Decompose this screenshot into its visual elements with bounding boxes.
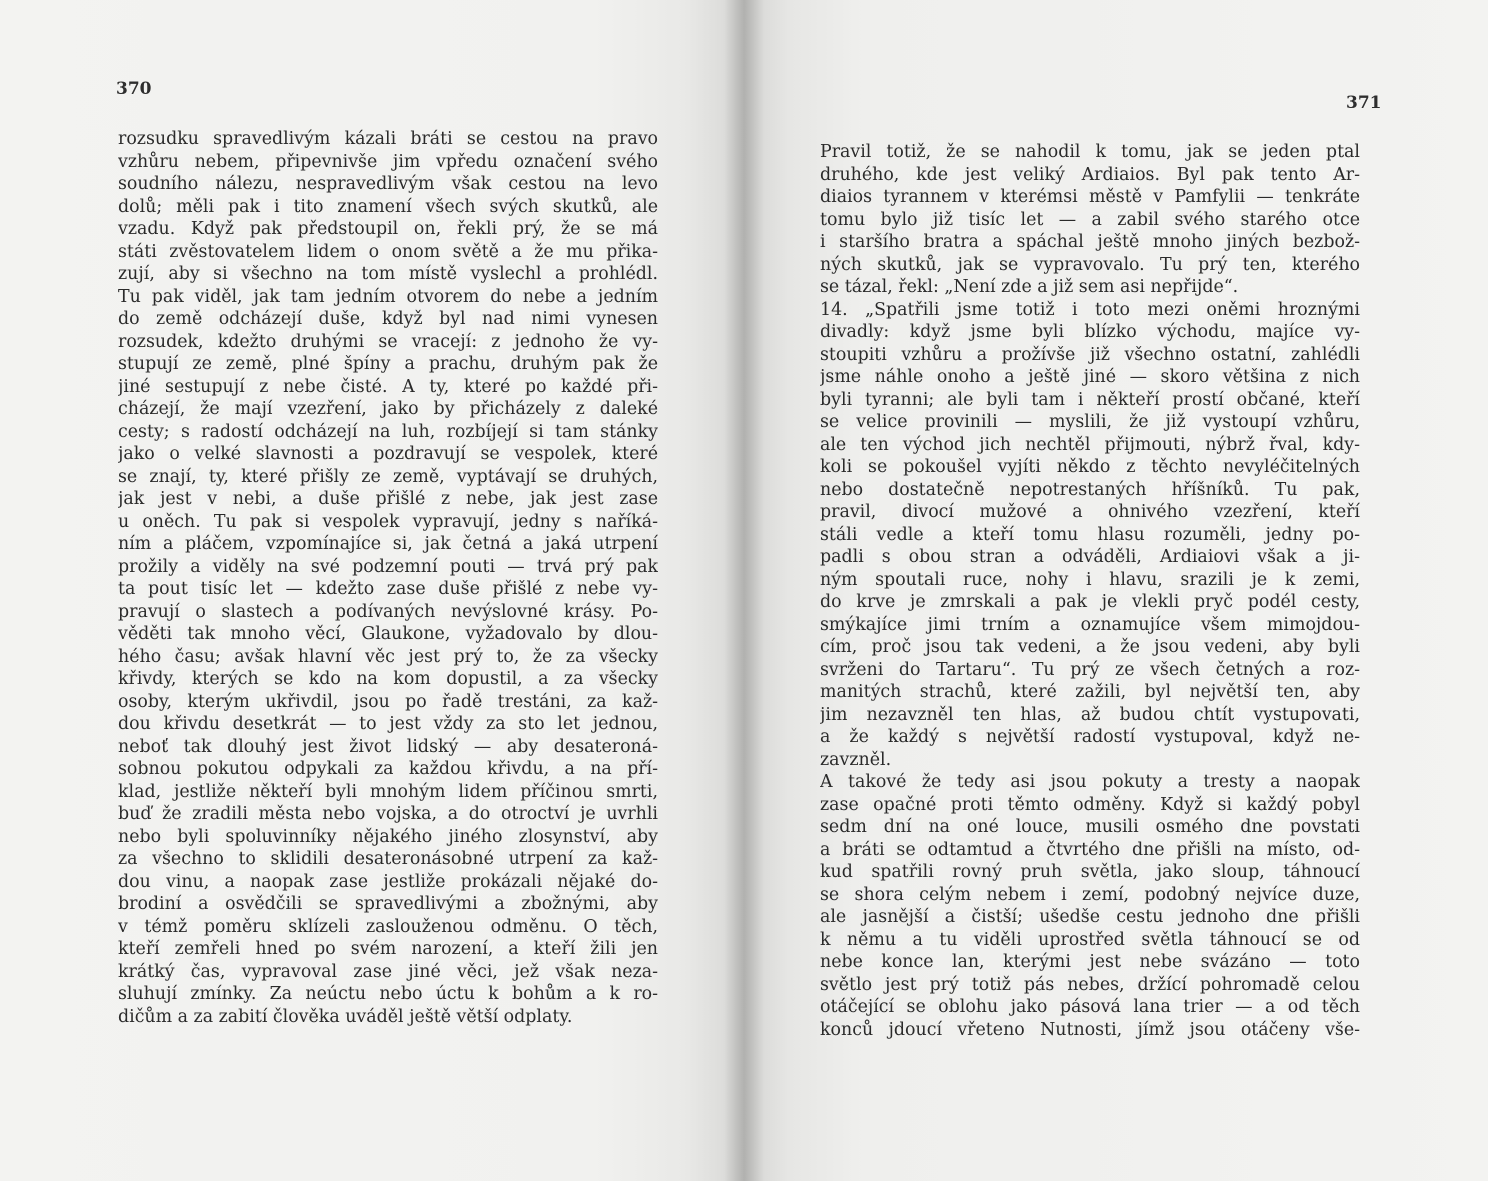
text-line: 14. „Spatřili jsme totiž i toto mezi oněmi hroznými [820, 299, 1360, 320]
text-line: jako o velké slavnosti a pozdravují se vespolek, které [118, 444, 658, 464]
text-line: cím, proč jsou tak vedeni, a že jsou vedeni, aby byli [820, 637, 1360, 657]
left-page-number: 370 [116, 79, 152, 99]
text-line: koli se pokoušel vyjíti někdo z těchto nevyléčitelných [820, 457, 1360, 477]
text-line: tomu bylo již tisíc let — a zabil svého starého otce [820, 209, 1360, 230]
text-line: kud spatřili rovný pruh světla, jako sloup, táhnoucí [820, 862, 1360, 882]
text-line: dou vinu, a naopak zase jestliže prokázali nějaké do- [118, 871, 658, 892]
right-page-number: 371 [1346, 93, 1382, 113]
text-line: A takové že tedy asi jsou pokuty a tresty a naopak [820, 772, 1360, 792]
text-line: dičům a za zabití člověka uváděl ještě větší odplaty. [118, 1006, 573, 1027]
text-line: pravil, divocí mužové a ohnivého vzezření, kteří [820, 502, 1360, 522]
left-page-text [118, 128, 658, 1028]
text-line: druhého, kde jest veliký Ardiaios. Byl pak tento Ar- [820, 164, 1360, 185]
text-line: otáčející se oblohu jako pásová lana trier — a od těch [820, 997, 1360, 1017]
text-line: jiné sestupují z nebe čisté. A ty, které po každé při- [118, 376, 658, 397]
text-line: padli s obou stran a odváděli, Ardiaiovi však a ji- [820, 547, 1360, 567]
text-line: ta pout tisíc let — kdežto zase duše přišlé z nebe vy- [118, 579, 658, 599]
text-line: zase opačné proti těmto odměny. Když si každý pobyl [820, 794, 1360, 815]
text-line: Pravil totiž, že se nahodil k tomu, jak se jeden ptal [820, 142, 1360, 162]
text-line: věděti tak mnoho věcí, Glaukone, vyžadovalo by dlou- [118, 624, 658, 644]
text-line: za všechno to sklidili desateronásobné utrpení za kaž- [118, 849, 658, 869]
text-line: sedm dní na oné louce, musili osmého dne povstati [820, 817, 1360, 837]
text-line: se velice provinili — myslili, že již vystoupí vzhůru, [820, 412, 1360, 432]
text-line: nebo byli spoluvinníky nějakého jiného zlosynství, aby [118, 826, 658, 847]
text-line: krátký čas, vypravoval zase jiné věci, jež však neza- [118, 961, 658, 982]
text-line: byli tyranni; ale byli tam i někteří prostí občané, kteří [820, 389, 1360, 410]
text-line: státi zvěstovatelem lidem o onom světě a že mu přika- [118, 241, 658, 262]
text-line: i staršího bratra a spáchal ještě mnoho jiných bezbož- [820, 232, 1360, 252]
text-line: neboť tak dlouhý jest život lidský — aby desateroná- [118, 736, 658, 757]
text-line: Tu pak viděl, jak tam jedním otvorem do nebe a jedním [118, 286, 658, 307]
text-line: hého času; avšak hlavní věc jest prý to, že za všecky [118, 646, 658, 667]
text-line: konců jdoucí vřeteno Nutnosti, jímž jsou otáčeny vše- [820, 1019, 1360, 1040]
text-line: divadly: když jsme byli blízko východu, majíce vy- [820, 322, 1360, 342]
text-line: nebo dostatečně nepotrestaných hříšníků. Tu pak, [820, 479, 1360, 500]
text-line: k němu a tu viděli uprostřed světla táhnoucí se od [820, 929, 1360, 950]
text-line: rozsudku spravedlivým kázali bráti se cestou na pravo [118, 129, 658, 149]
text-line: pravují o slastech a podívaných nevýslovné krásy. Po- [118, 601, 658, 622]
text-line: osoby, kterým ukřivdil, jsou po řadě trestáni, za kaž- [118, 691, 658, 712]
text-line: jim nezavzněl ten hlas, až budou chtít vystupovati, [820, 704, 1360, 725]
text-line: smýkajíce jimi trním a oznamujíce všem mimojdou- [820, 614, 1360, 635]
text-line: do krve je zmrskali a pak je vlekli pryč podél cesty, [820, 592, 1360, 612]
text-line: jsme náhle onoho a ještě jiné — skoro většina z nich [820, 367, 1360, 387]
text-line: jak jest v nebi, a duše přišlé z nebe, jak jest zase [118, 489, 658, 509]
text-line: svrženi do Tartaru“. Tu prý ze všech četných a roz- [820, 659, 1360, 680]
text-line: soudního nálezu, nespravedlivým však cestou na levo [118, 174, 658, 194]
book-gutter [724, 0, 764, 1181]
text-line: sluhují zmínky. Za neúctu nebo úctu k bohům a k ro- [118, 984, 658, 1004]
text-line: v témž poměru sklízeli zaslouženou odměnu. O těch, [118, 916, 658, 937]
right-page [744, 0, 1488, 1181]
text-line: stáli vedle a kteří tomu hlasu rozuměli, jedny po- [820, 524, 1360, 545]
text-line: klad, jestliže někteří byli mnohým lidem příčinou smrti, [118, 781, 658, 802]
text-line: dolů; měli pak i tito znamení všech svých skutků, ale [118, 196, 658, 217]
text-line: dou křivdu desetkrát — to jest vždy za sto let jednou, [118, 714, 658, 734]
text-line: do země odcházejí duše, když byl nad nimi vynesen [118, 309, 658, 329]
text-line: u oněch. Tu pak si vespolek vypravují, jedny s naříká- [118, 511, 658, 532]
text-line: prožily a viděly na své podzemní pouti — trvá prý pak [118, 556, 658, 577]
text-line: cházejí, že mají vzezření, jako by přicházely z daleké [118, 399, 658, 419]
text-line: stoupiti vzhůru a prožívše již všechno ostatní, zahlédli [820, 344, 1360, 365]
text-line: diaios tyrannem v kterémsi městě v Pamfylii — tenkráte [820, 187, 1360, 207]
text-line: cesty; s radostí odcházejí na luh, rozbíjejí si tam stánky [118, 421, 658, 442]
text-line: ných skutků, jak se vypravovalo. Tu prý ten, kterého [820, 254, 1360, 275]
text-line: sobnou pokutou odpykali za každou křivdu, a na pří- [118, 759, 658, 779]
text-line: kteří zemřeli hned po svém narození, a kteří žili jen [118, 939, 658, 959]
text-line: buď že zradili města nebo vojska, a do otroctví je uvrhli [118, 804, 658, 824]
text-line: nebe konce lan, kterými jest nebe svázáno — toto [820, 952, 1360, 972]
text-line: křivdy, kterých se kdo na kom dopustil, a za všecky [118, 669, 658, 689]
text-line: rozsudek, kdežto druhými se vracejí: z jednoho že vy- [118, 331, 658, 352]
text-line: se shora celým nebem i zemí, podobný nejvíce duze, [820, 884, 1360, 905]
text-line: stupují ze země, plné špíny a prachu, druhým pak že [118, 354, 658, 374]
text-line: světlo jest prý totiž pás nebes, držící pohromadě celou [820, 974, 1360, 995]
text-line: se tázal, řekl: „Není zde a již sem asi nepřijde“. [820, 277, 1239, 297]
text-line: zují, aby si všechno na tom místě vyslechl a prohlédl. [118, 264, 658, 284]
text-line: ným spoutali ruce, nohy i hlavu, srazili je k zemi, [820, 569, 1360, 590]
text-line: a bráti se odtamtud a čtvrtého dne přišli na místo, od- [820, 839, 1360, 860]
text-line: vzadu. Když pak předstoupil on, řekli prý, že se má [118, 219, 658, 239]
text-line: ale ten východ jich nechtěl přijmouti, nýbrž řval, kdy- [820, 434, 1360, 455]
text-line: zavzněl. [820, 749, 892, 770]
right-page-text [820, 141, 1360, 1041]
text-line: vzhůru nebem, připevnivše jim vpředu označení svého [118, 151, 658, 172]
text-line: se znají, ty, které přišly ze země, vyptávají se druhých, [118, 466, 658, 487]
text-line: ale jasnější a čistší; ušedše cestu jednoho dne přišli [820, 907, 1360, 927]
text-line: manitých strachů, které zažili, byl největší ten, aby [820, 682, 1360, 702]
text-line: ním a pláčem, vzpomínajíce si, jak četná a jaká utrpení [118, 534, 658, 554]
text-line: a že každý s největší radostí vystupoval, když ne- [820, 727, 1360, 747]
text-line: brodiní a osvědčili se spravedlivými a zbožnými, aby [118, 894, 658, 914]
